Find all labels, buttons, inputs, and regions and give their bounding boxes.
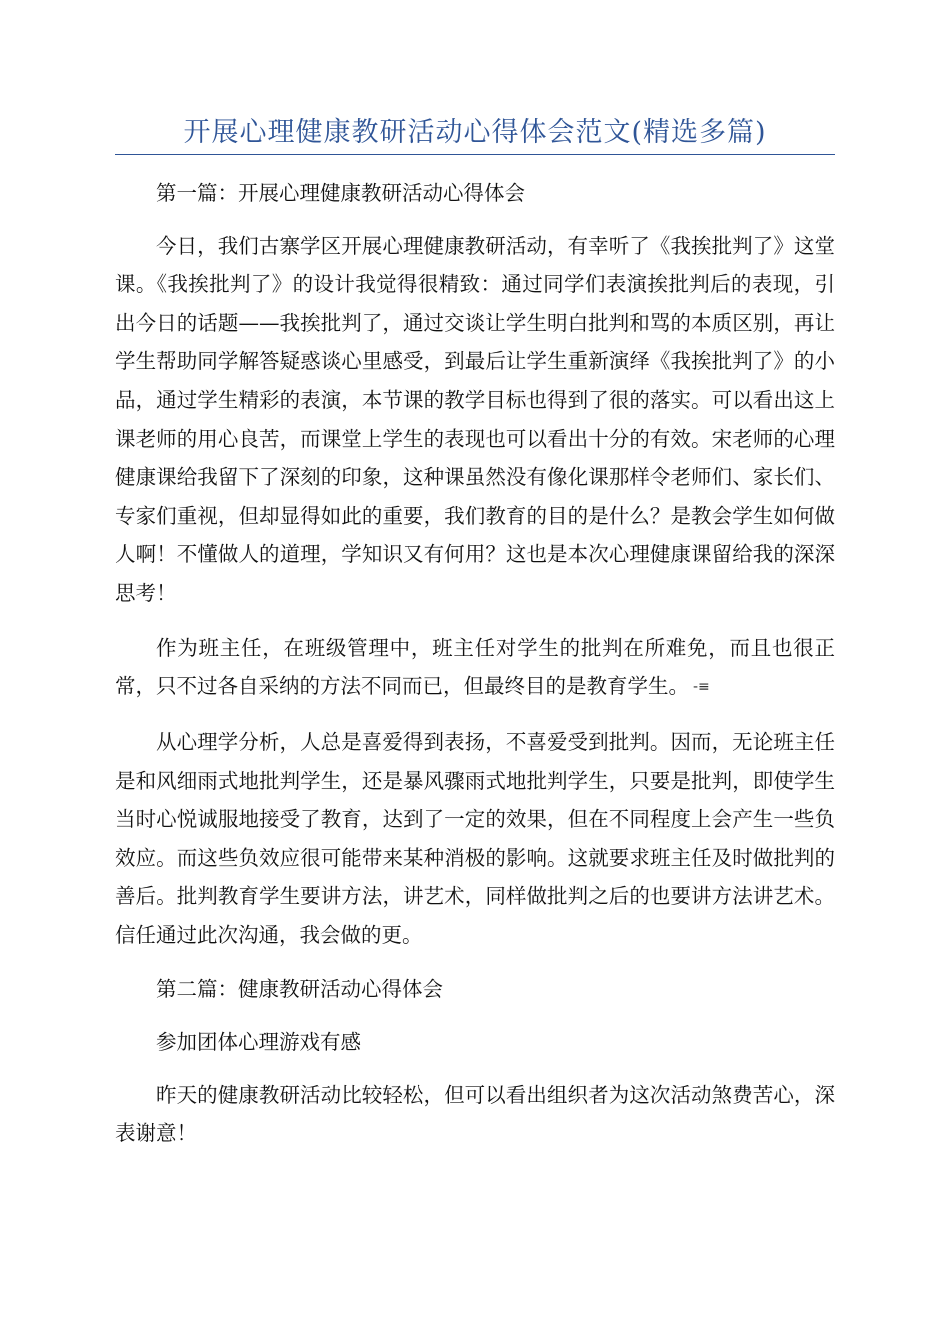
section1-heading: 第一篇：开展心理健康教研活动心得体会	[156, 181, 525, 205]
section1-paragraph-2-text: 作为班主任，在班级管理中，班主任对学生的批判在所难免，而且也很正常，只不过各自采纳的方法不同而已，但最终目的是教育学生。	[115, 635, 835, 699]
section2-paragraph-1: 昨天的健康教研活动比较轻松，但可以看出组织者为这次活动煞费苦心，深表谢意！	[115, 1082, 835, 1146]
document-body	[115, 174, 835, 1153]
section2-subheading: 参加团体心理游戏有感	[156, 1030, 361, 1055]
document-title: 开展心理健康教研活动心得体会范文(精选多篇)	[183, 117, 767, 148]
section1-paragraph-2	[115, 629, 835, 707]
title-underline	[115, 154, 835, 155]
paragraph-mark-icon: -≡	[693, 679, 710, 696]
section1-paragraph-1: 今日，我们古寨学区开展心理健康教研活动，有幸听了《我挨批判了》这堂课。《我挨批判了》的设计我觉得很精致：通过同学们表演挨批判后的表现，引出今日的话题——我挨批判了，通过交谈让学生明白批判和骂的本质区别，再让学生帮助同学解答疑惑谈心里感受，到最后让学生重新演绎《我挨批判了》的小品，通过学生精彩的表演，本节课的教学目标也得到了很的落实。可以看出这上课老师的用心良苦，而课堂上学生的表现也可以看出十分的有效。宋老师的心理健康课给我留下了深刻的印象，这种课虽然没有像化课那样令老师们、家长们、专家们重视，但却显得如此的重要，我们教育的目的是什么？是教会学生如何做人啊！不懂做人的道理，学知识又有何用？这也是本次心理健康课留给我的深深思考！	[115, 233, 835, 605]
section2-heading: 第二篇：健康教研活动心得体会	[156, 977, 443, 1002]
section1-paragraph-3: 从心理学分析，人总是喜爱得到表扬，不喜爱受到批判。因而，无论班主任是和风细雨式地批判学生，还是暴风骤雨式地批判学生，只要是批判，即使学生当时心悦诚服地接受了教育，达到了一定的效果，但在不同程度上会产生一些负效应。而这些负效应很可能带来某种消极的影响。这就要求班主任及时做批判的善后。批判教育学生要讲方法，讲艺术，同样做批判之后的也要讲方法讲艺术。信任通过此次沟通，我会做的更。	[115, 729, 835, 947]
